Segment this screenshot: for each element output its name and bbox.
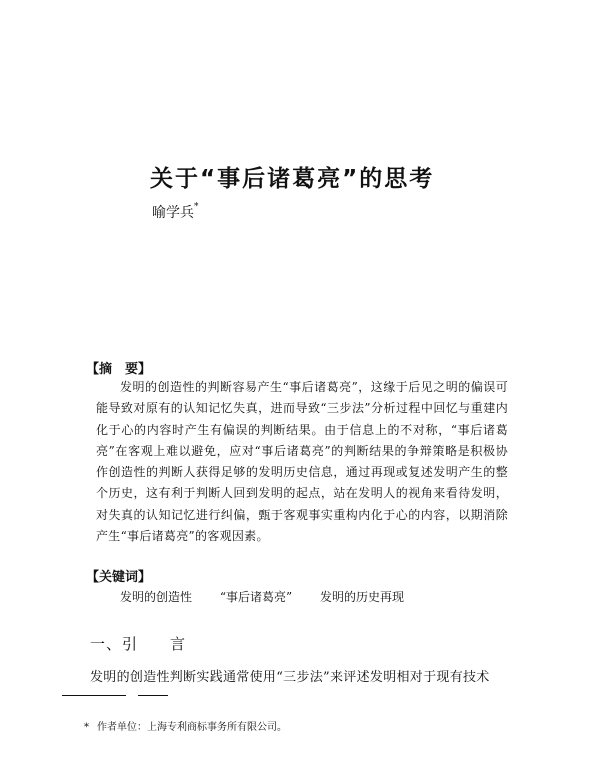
footnote bbox=[84, 718, 287, 733]
body-paragraph-first-line: 发明的创造性判断实践通常使用“三步法”来评述发明相对于现有技术 bbox=[90, 670, 490, 685]
abstract-label: 【摘 要】 bbox=[86, 362, 152, 377]
paper-title: 关于“事后诸葛亮”的思考 bbox=[150, 166, 435, 192]
section-heading-introduction: 一、引 言 bbox=[90, 635, 187, 653]
author-name: 喻学兵 bbox=[152, 205, 194, 221]
keyword-item: “事后诸葛亮” bbox=[219, 590, 293, 604]
keyword-item: 发明的历史再现 bbox=[319, 590, 404, 604]
footnote-mark: * bbox=[84, 722, 89, 733]
abstract-text: 发明的创造性的判断容易产生“事后诸葛亮”，这缘于后见之明的偏误可能导致对原有的认知记忆失真，进而导致“三步法”分析过程中回忆与重建内化于心的内容时产生有偏误的判断结果。由于信息上的不对称，“事后诸葛亮”在客观上难以避免，应对“事后诸葛亮”的判断结果的争辩策略是积极协作创造性的判断人获得足够的发明历史信息，通过再现或复述发明产生的整个历史，这有利于判断人回到发明的起点，站在发明人的视角来看待发明，对失真的认知记忆进行纠偏，甄于客观事实重构内化于心的内容，以期消除产生“事后诸葛亮”的客观因素。 bbox=[96, 380, 508, 544]
author-footnote-mark: * bbox=[194, 202, 199, 212]
keywords-list bbox=[120, 588, 428, 605]
author-line bbox=[152, 202, 199, 222]
footnote-divider-short bbox=[138, 695, 168, 696]
footnote-text: 作者单位：上海专利商标事务所有限公司。 bbox=[97, 722, 287, 733]
keywords-label: 【关键词】 bbox=[86, 570, 152, 585]
keyword-item: 发明的创造性 bbox=[120, 590, 193, 604]
footnote-divider bbox=[62, 695, 126, 696]
